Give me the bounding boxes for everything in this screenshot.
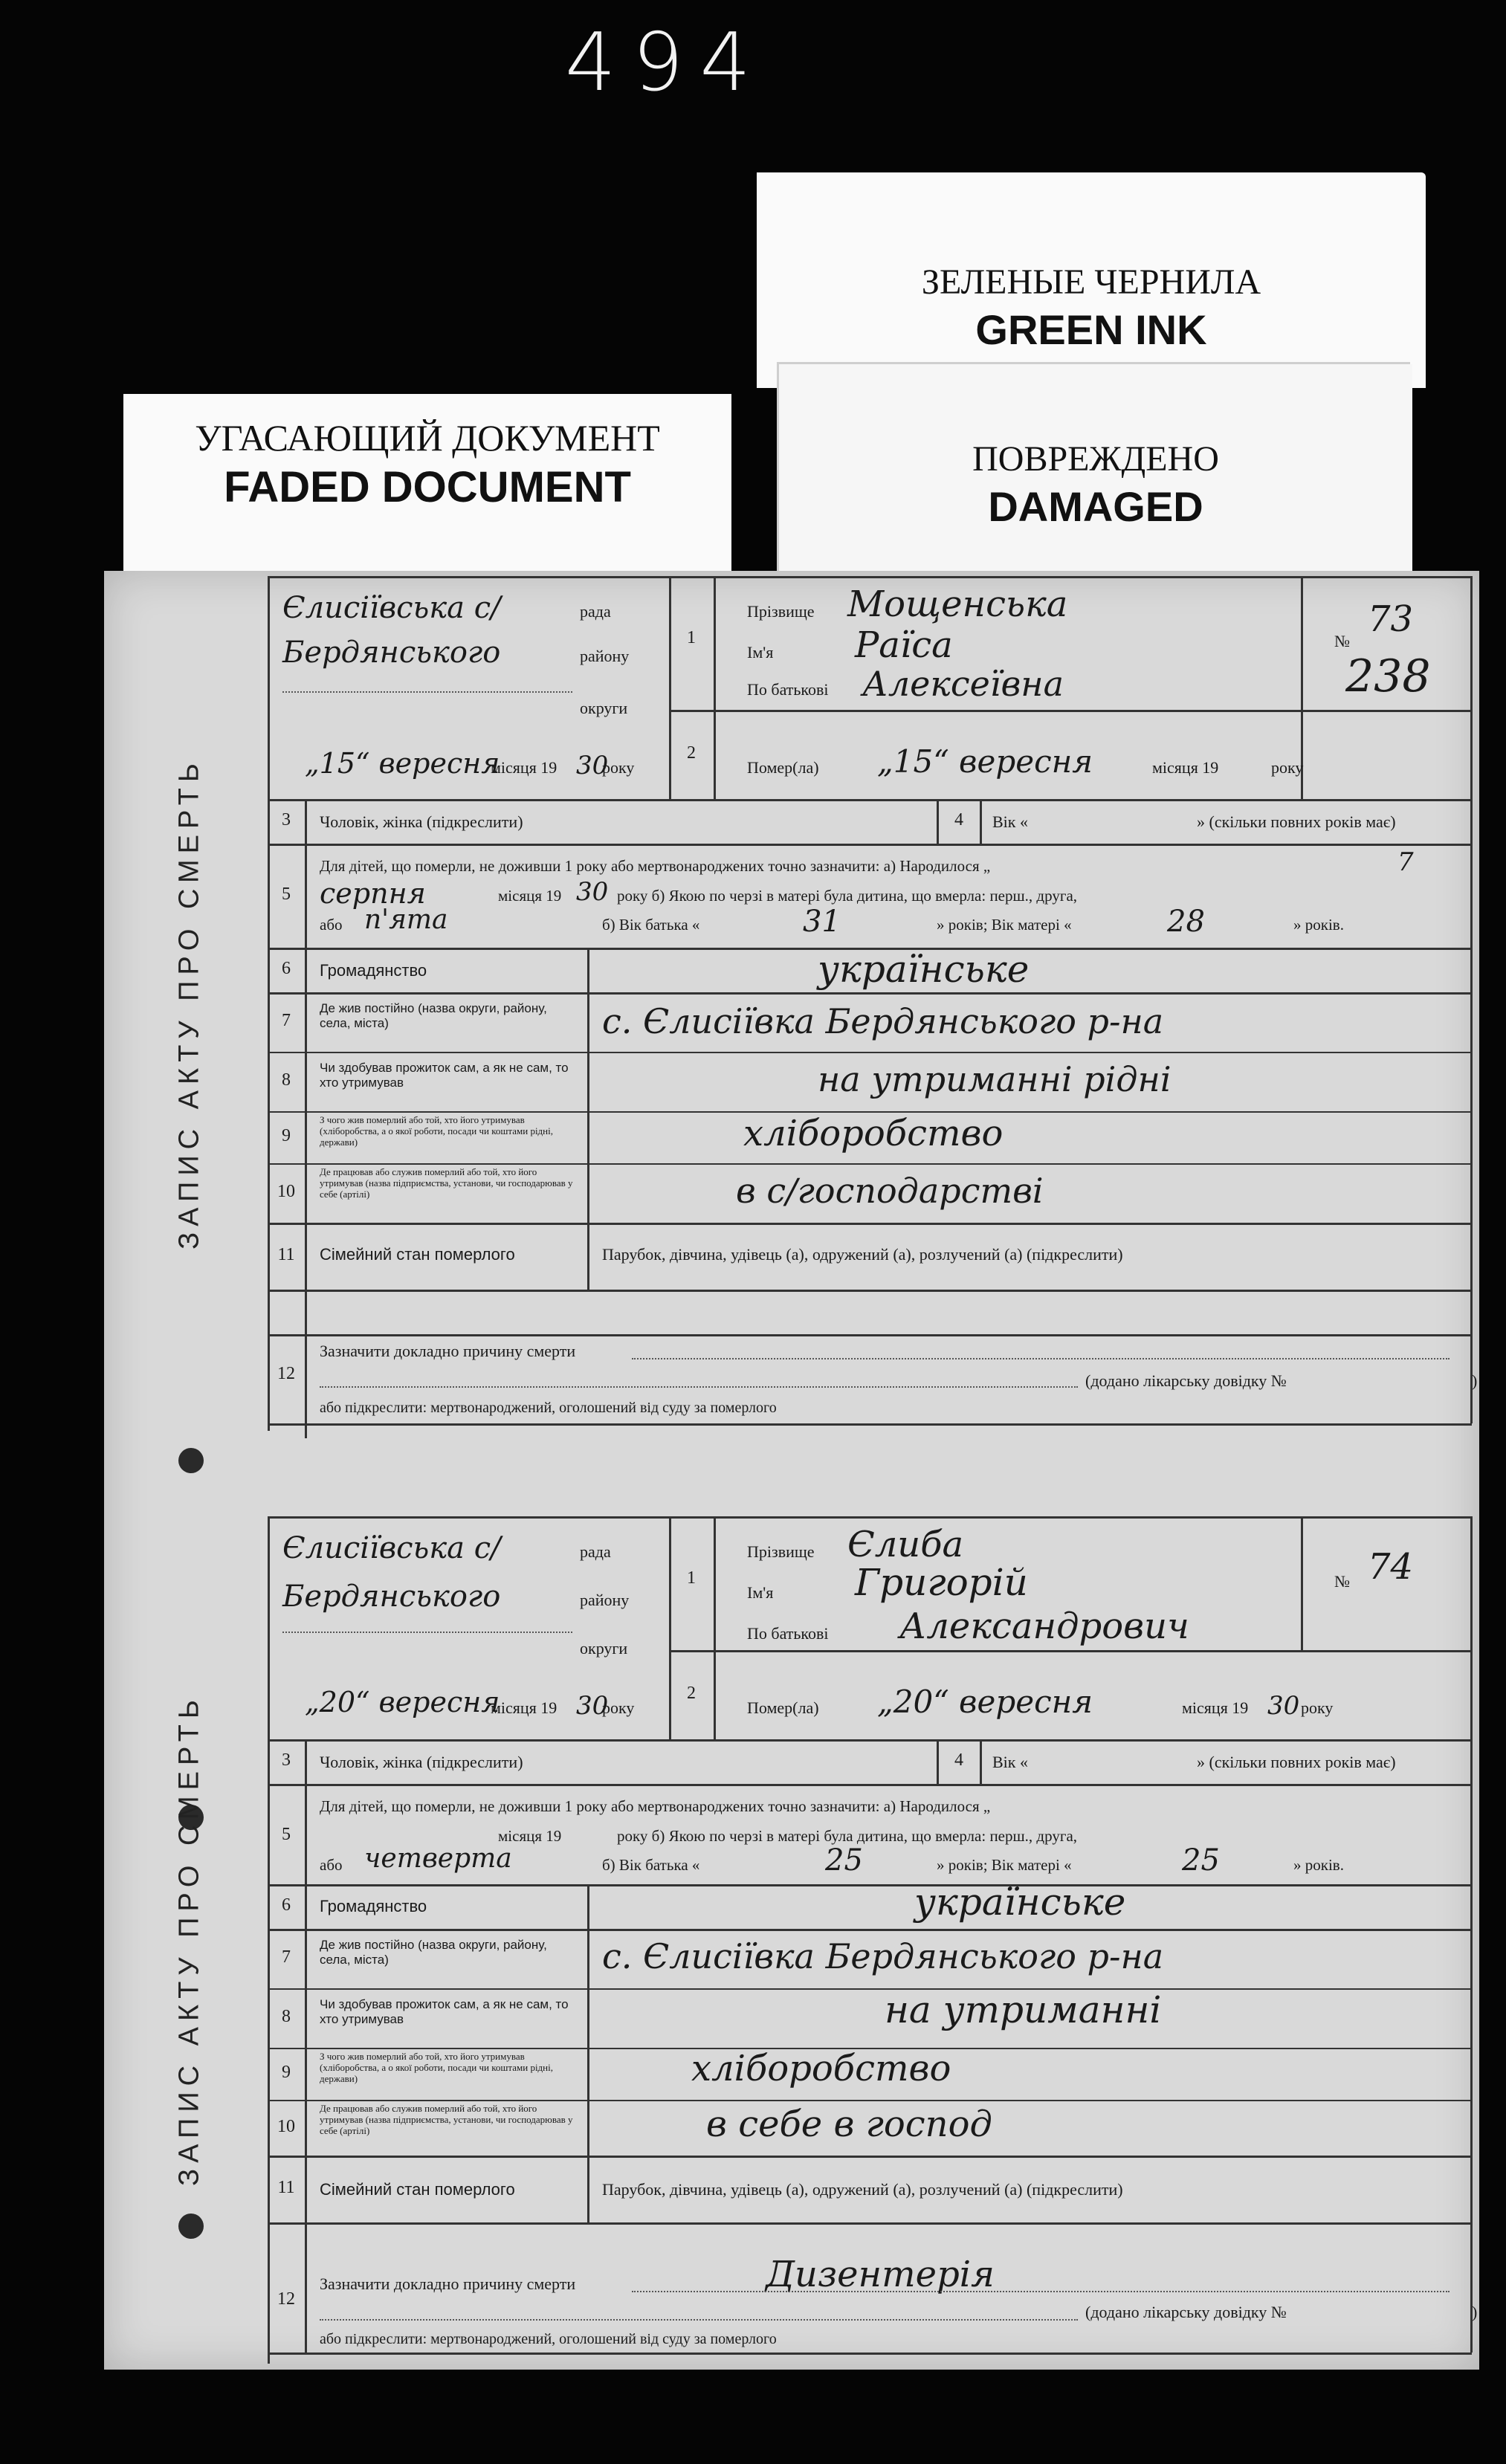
name-handwritten: Раїса (855, 624, 953, 666)
faded-document-label-en: FADED DOCUMENT (224, 463, 631, 511)
children-text-2a: місяця 19 (498, 1827, 562, 1845)
children-text-3c: » років; Вік матері « (937, 916, 1072, 934)
registration-month-label: місяця 19 (491, 758, 558, 777)
row-number: 9 (282, 1126, 291, 1145)
children-text-3a: або (320, 916, 343, 934)
side-title-text: ЗАПИС АКТУ ПРО СМЕРТЬ (173, 757, 205, 1249)
row-number: 8 (282, 1070, 291, 1090)
registration-year-label: року (602, 758, 635, 777)
livelihood-label: Чи здобував прожиток сам, а як не сам, то хто утримував (320, 1061, 569, 1090)
age-label: Вік « (992, 1753, 1028, 1771)
row-number: 7 (282, 1011, 291, 1030)
row-number: 4 (954, 810, 963, 830)
row-number: 8 (282, 2007, 291, 2026)
rayon-label: району (580, 1591, 630, 1609)
occupation-label: З чого жив померлий або той, хто його утримував (хліборобства, а о якої роботи, посади чи коштами рідні, держави) (320, 1114, 553, 1148)
row-number: 1 (687, 628, 696, 647)
registration-date-handwritten: „20“ вересня (305, 1686, 500, 1718)
certificate-label: (додано лікарську довідку № (1085, 2303, 1287, 2321)
sex-label: Чоловік, жінка (підкреслити) (320, 1753, 523, 1771)
damaged-label (779, 364, 1412, 580)
livelihood-label: Чи здобував прожиток сам, а як не сам, то хто утримував (320, 1997, 569, 2026)
father-age-handwritten: 25 (825, 1843, 863, 1878)
patronymic-handwritten: Алексеївна (862, 664, 1064, 704)
surname-handwritten: Єлиба (847, 1524, 964, 1565)
okrug-line (282, 691, 572, 693)
livelihood-handwritten: на утриманні (885, 1988, 1162, 2031)
row-number: 3 (282, 810, 291, 830)
certificate-close: ) (1472, 1371, 1478, 1390)
record-number-2-handwritten: 238 (1345, 650, 1431, 702)
marital-label: Сімейний стан померлого (320, 2180, 515, 2199)
died-year-handwritten: 30 (1267, 1691, 1300, 1721)
name-label: Ім'я (747, 1583, 774, 1602)
faded-document-label-ru: УГАСАЮЩИЙ ДОКУМЕНТ (195, 417, 660, 459)
workplace-handwritten: в с/господарстві (736, 1171, 1044, 1211)
died-label: Помер(ла) (747, 1698, 819, 1717)
children-text-1: Для дітей, що померли, не доживши 1 року або мертвонароджених точно зазначити: а) Народилося „ (320, 1797, 991, 1815)
died-year-label: року (1301, 1698, 1334, 1717)
registration-year-label: року (602, 1698, 635, 1717)
row-number: 3 (282, 1750, 291, 1770)
born-year-handwritten: 30 (576, 877, 609, 907)
row-number: 6 (282, 959, 291, 978)
row-number: 7 (282, 1947, 291, 1967)
row-number: 4 (954, 1750, 963, 1770)
residence-label: Де жив постійно (назва округи, району, села, міста) (320, 1938, 547, 1967)
damaged-label-en: DAMAGED (988, 483, 1203, 530)
livelihood-handwritten: на утриманні рідні (818, 1059, 1171, 1099)
stillborn-label: або підкреслити: мертвонароджений, оголошений від суду за померлого (320, 1400, 777, 1416)
certificate-close: ) (1472, 2303, 1478, 2321)
record-number-handwritten: 73 (1368, 598, 1414, 640)
citizenship-label: Громадянство (320, 1897, 427, 1915)
stillborn-label: або підкреслити: мертвонароджений, оголошений від суду за померлого (320, 2331, 777, 2347)
child-order-handwritten: п'ята (364, 905, 448, 935)
citizenship-handwritten: українське (818, 948, 1030, 991)
row-number: 11 (277, 1245, 295, 1264)
died-month-label: місяця 19 (1152, 758, 1219, 777)
rada-handwritten: Єлисіївська с/ (282, 591, 501, 625)
cause-line (632, 2291, 1450, 2292)
died-month-label: місяця 19 (1182, 1698, 1249, 1717)
rada-label: рада (580, 602, 611, 621)
children-text-3a: або (320, 1856, 343, 1874)
children-text-3b: б) Вік батька « (602, 1856, 700, 1874)
okrug-label: округи (580, 699, 628, 717)
row-number: 5 (282, 1825, 291, 1844)
cause-label: Зазначити докладно причину смерти (320, 2274, 576, 2293)
record-number-sign: № (1334, 632, 1350, 650)
green-ink-label (757, 172, 1426, 388)
row-number: 2 (687, 1684, 696, 1703)
green-ink-label-en: GREEN INK (975, 306, 1207, 353)
okrug-label: округи (580, 1639, 628, 1658)
children-text-2b: року б) Якою по черзі в матері була дитина, що вмерла: перш., друга, (617, 887, 1078, 905)
row-number: 10 (277, 1182, 295, 1201)
age-tail: » (скільки повних років має) (1197, 812, 1396, 831)
died-date-handwritten: „15“ вересня (877, 743, 1093, 780)
name-handwritten: Григорій (855, 1561, 1028, 1604)
occupation-handwritten: хліборобство (743, 1113, 1004, 1154)
surname-label: Прізвище (747, 1542, 815, 1561)
name-label: Ім'я (747, 643, 774, 662)
rayon-label: району (580, 647, 630, 665)
registration-year-handwritten: 30 (576, 1691, 609, 1721)
rada-label: рада (580, 1542, 611, 1561)
children-text-2a: місяця 19 (498, 887, 562, 905)
death-record-2 (112, 1516, 1478, 2364)
surname-label: Прізвище (747, 602, 815, 621)
marital-options: Парубок, дівчина, удівець (а), одружений (а), розлучений (а) (підкреслити) (602, 1245, 1123, 1264)
side-title (112, 576, 270, 1431)
row-number: 10 (277, 2117, 295, 2136)
cause-label: Зазначити докладно причину смерти (320, 1342, 576, 1360)
residence-handwritten: с. Єлисіївка Бердянського р-на (602, 1001, 1164, 1041)
rayon-handwritten: Бердянського (282, 636, 501, 670)
patronymic-label: По батькові (747, 680, 829, 699)
residence-label: Де жив постійно (назва округи, району, села, міста) (320, 1001, 547, 1030)
died-year-label: року (1271, 758, 1304, 777)
workplace-label: Де працював або служив померлий або той, хто його утримував (назва підприємства, установи, чи господарював у себе (артілі) (320, 1166, 573, 1200)
record-number-sign: № (1334, 1572, 1350, 1591)
patronymic-handwritten: Александрович (899, 1606, 1189, 1647)
registration-month-label: місяця 19 (491, 1698, 558, 1717)
born-month-handwritten: серпня (320, 877, 426, 910)
children-text-3d: » років. (1293, 916, 1344, 934)
faded-document-label (123, 394, 731, 580)
marital-label: Сімейний стан померлого (320, 1245, 515, 1264)
side-title-text: ЗАПИС АКТУ ПРО СМЕРТЬ (173, 1694, 205, 2186)
certificate-label: (додано лікарську довідку № (1085, 1371, 1287, 1390)
registration-year-handwritten: 30 (576, 751, 609, 780)
registration-date-handwritten: „15“ вересня (305, 747, 500, 780)
death-record-1 (112, 576, 1478, 1431)
rayon-handwritten: Бердянського (282, 1579, 501, 1614)
mother-age-handwritten: 28 (1167, 905, 1205, 939)
row-number: 12 (277, 1364, 295, 1383)
born-day-handwritten: 7 (1397, 847, 1414, 877)
children-text-2b: року б) Якою по черзі в матері була дитина, що вмерла: перш., друга, (617, 1827, 1078, 1845)
row-number: 6 (282, 1895, 291, 1915)
citizenship-label: Громадянство (320, 961, 427, 980)
rada-handwritten: Єлисіївська с/ (282, 1531, 501, 1565)
cause-line-2 (320, 1386, 1078, 1388)
citizenship-handwritten: українське (914, 1881, 1126, 1924)
cause-handwritten: Дизентерія (766, 2254, 995, 2295)
age-label: Вік « (992, 812, 1028, 831)
punch-hole (178, 1448, 204, 1473)
okrug-line (282, 1632, 572, 1633)
green-ink-label-ru: ЗЕЛЕНЫЕ ЧЕРНИЛА (921, 262, 1261, 302)
marital-options: Парубок, дівчина, удівець (а), одружений (а), розлучений (а) (підкреслити) (602, 2180, 1123, 2199)
row-number: 5 (282, 885, 291, 904)
children-text-3b: б) Вік батька « (602, 916, 700, 934)
workplace-label: Де працював або служив померлий або той, хто його утримував (назва підприємства, установи, чи господарював у себе (артілі) (320, 2103, 573, 2136)
cause-line (632, 1358, 1450, 1359)
children-text-3d: » років. (1293, 1856, 1344, 1874)
archive-number: 494 (565, 16, 768, 109)
occupation-handwritten: хліборобство (691, 2048, 951, 2089)
row-number: 12 (277, 2289, 295, 2309)
record-number-handwritten: 74 (1368, 1546, 1414, 1588)
child-order-handwritten: четверта (364, 1843, 512, 1874)
row-number: 2 (687, 743, 696, 763)
side-title (112, 1516, 270, 2364)
damaged-label-ru: ПОВРЕЖДЕНО (972, 439, 1219, 479)
died-date-handwritten: „20“ вересня (877, 1684, 1093, 1720)
children-text-1: Для дітей, що померли, не доживши 1 року або мертвонароджених точно зазначити: а) Народилося „ (320, 857, 991, 875)
died-label: Помер(ла) (747, 758, 819, 777)
patronymic-label: По батькові (747, 1624, 829, 1643)
age-tail: » (скільки повних років має) (1197, 1753, 1396, 1771)
workplace-handwritten: в себе в господ (706, 2104, 992, 2145)
children-text-3c: » років; Вік матері « (937, 1856, 1072, 1874)
row-number: 11 (277, 2178, 295, 2197)
row-number: 9 (282, 2063, 291, 2082)
sex-label: Чоловік, жінка (підкреслити) (320, 812, 523, 831)
residence-handwritten: с. Єлисіївка Бердянського р-на (602, 1936, 1164, 1976)
row-number: 1 (687, 1568, 696, 1588)
surname-handwritten: Мощенська (847, 583, 1068, 625)
cause-line-2 (320, 2319, 1078, 2321)
occupation-label: З чого жив померлий або той, хто його утримував (хліборобства, а о якої роботи, посади чи коштами рідні, держави) (320, 2051, 553, 2084)
mother-age-handwritten: 25 (1182, 1843, 1220, 1878)
father-age-handwritten: 31 (803, 905, 841, 939)
